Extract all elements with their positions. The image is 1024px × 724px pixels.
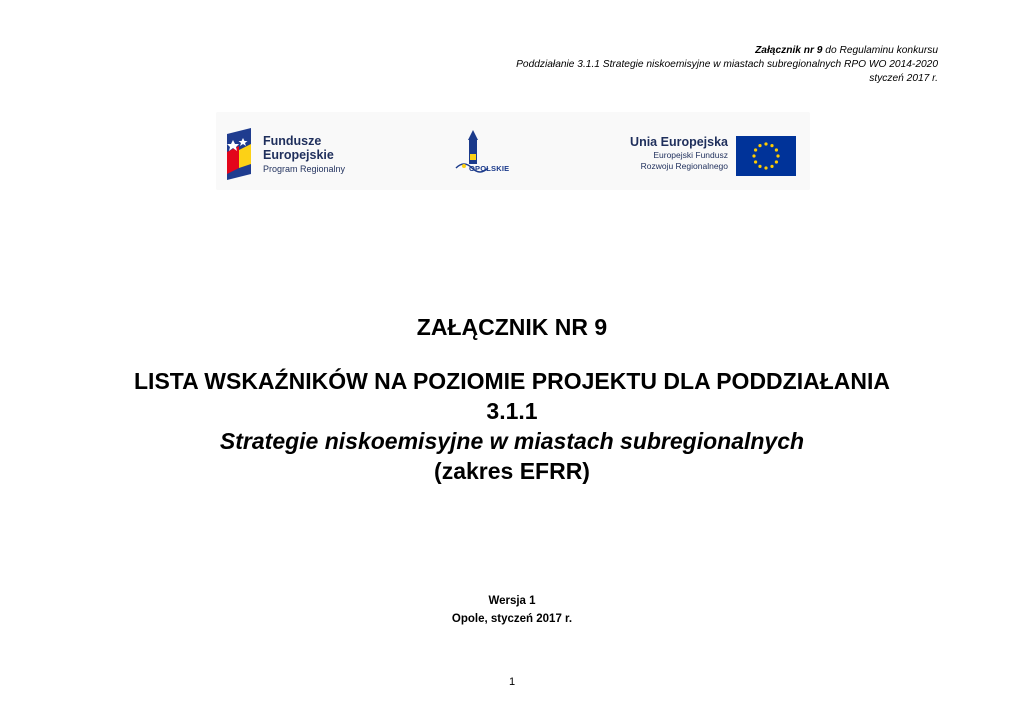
ue-sub-2: Rozwoju Regionalnego xyxy=(640,161,728,171)
version-block xyxy=(0,592,1024,628)
fe-text xyxy=(263,134,345,176)
fundusze-europejskie-logo xyxy=(225,128,375,184)
logo-strip xyxy=(216,112,810,190)
version-place-date: Opole, styczeń 2017 r. xyxy=(451,613,573,625)
version-label: Wersja 1 xyxy=(488,595,536,607)
page-number: 1 xyxy=(508,676,516,688)
header-line-1 xyxy=(318,44,938,58)
annex-label: Załącznik nr 9 xyxy=(755,45,823,56)
ue-title: Unia Europejska xyxy=(630,135,728,149)
annex-title: ZAŁĄCZNIK NR 9 xyxy=(416,314,608,340)
fe-star-icon xyxy=(225,128,255,180)
title-line-2 xyxy=(0,396,1024,456)
title-subaction-name: Strategie niskoemisyjne w miastach subregionalnych xyxy=(219,428,805,454)
header-line-3: styczeń 2017 r. xyxy=(869,73,938,84)
document-title xyxy=(0,366,1024,486)
title-line-3: (zakres EFRR) xyxy=(434,458,590,484)
header-line-2: Poddziałanie 3.1.1 Strategie niskoemisyjne w miastach subregionalnych RPO WO 2014-2020 xyxy=(516,59,938,70)
opolskie-logo xyxy=(452,130,528,178)
fe-line-3: Program Regionalny xyxy=(263,164,346,174)
fe-line-2: Europejskie xyxy=(263,148,334,162)
title-number: 3.1.1 xyxy=(486,398,538,424)
unia-europejska-logo xyxy=(622,134,802,180)
annex-label-rest: do Regulaminu konkursu xyxy=(822,45,938,56)
document-header xyxy=(318,44,938,86)
ue-text xyxy=(622,134,728,172)
opolskie-label: OPOLSKIE xyxy=(469,164,510,173)
fe-line-1: Fundusze xyxy=(263,134,322,148)
ue-sub-1: Europejski Fundusz xyxy=(653,150,728,160)
eu-flag-icon xyxy=(736,136,796,176)
title-line-1: LISTA WSKAŹNIKÓW NA POZIOMIE PROJEKTU DLA PODDZIAŁANIA xyxy=(134,368,890,394)
